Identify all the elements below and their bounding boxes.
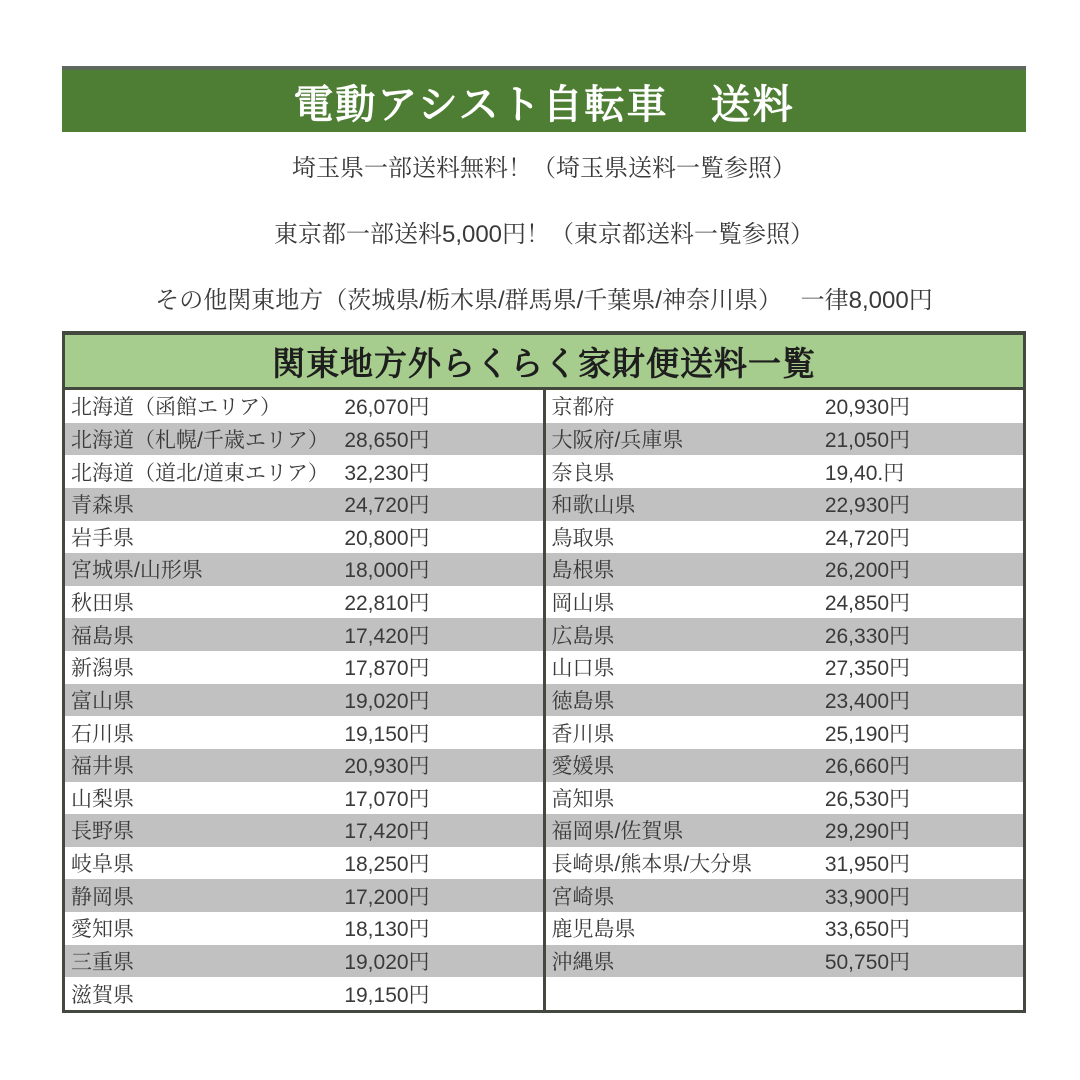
table-row: [546, 423, 1024, 456]
table-row: [546, 618, 1024, 651]
table-row: [546, 749, 1024, 782]
table-row: [65, 749, 543, 782]
prefecture-name: 鹿児島県: [551, 918, 636, 942]
table-row: [65, 814, 543, 847]
table-title: 関東地方外らくらく家財便送料一覧: [272, 344, 816, 382]
table-row: [65, 618, 543, 651]
prefecture-name: 山口県: [551, 657, 615, 681]
table-row: [546, 455, 1024, 488]
shipping-price: 17,870円: [344, 657, 430, 681]
table-row: [65, 684, 543, 717]
prefecture-name: 長野県: [71, 820, 134, 844]
prefecture-name: 愛媛県: [551, 755, 615, 779]
prefecture-name: 和歌山県: [551, 494, 636, 518]
table-row: [65, 488, 543, 521]
notice-tokyo: 東京都一部送料5,000円！（東京都送料一覧参照）: [273, 220, 815, 248]
shipping-price: 20,800円: [344, 526, 430, 550]
prefecture-name: 福井県: [71, 755, 134, 779]
prefecture-name: 青森県: [71, 494, 134, 518]
shipping-price: 17,200円: [344, 885, 430, 909]
table-row: [546, 488, 1024, 521]
prefecture-name: 大阪府/兵庫県: [551, 428, 684, 452]
table-row: [65, 782, 543, 815]
shipping-price: 24,720円: [824, 526, 911, 550]
shipping-price: 33,900円: [824, 885, 911, 909]
shipping-price: 20,930円: [824, 396, 911, 420]
table-title-bar: [65, 335, 1023, 390]
table-row: [546, 977, 1024, 1010]
prefecture-name: 秋田県: [71, 592, 134, 616]
prefecture-name: 北海道（道北/道東エリア）: [71, 461, 329, 485]
prefecture-name: 北海道（札幌/千歳エリア）: [71, 428, 329, 452]
shipping-price: 28,650円: [344, 428, 430, 452]
page-title: 電動アシスト自転車 送料: [293, 82, 795, 127]
table-row: [546, 847, 1024, 880]
shipping-price: 21,050円: [824, 428, 911, 452]
table-body: [65, 390, 1023, 1010]
table-row: [65, 521, 543, 554]
prefecture-name: 鳥取県: [551, 526, 615, 550]
notice-section: [62, 132, 1026, 331]
table-row: [65, 879, 543, 912]
shipping-price: 18,250円: [344, 853, 430, 877]
shipping-price: 17,420円: [344, 820, 430, 844]
shipping-price: 19,020円: [344, 950, 430, 974]
shipping-price: 20,930円: [344, 755, 430, 779]
table-row: [546, 879, 1024, 912]
main-title-bar: [62, 66, 1026, 132]
table-left-column: [65, 390, 543, 1010]
shipping-price: 31,950円: [824, 853, 911, 877]
shipping-price: 19,150円: [344, 983, 430, 1007]
table-row: [546, 716, 1024, 749]
shipping-price: 24,850円: [824, 592, 911, 616]
notice-saitama: 埼玉県一部送料無料！（埼玉県送料一覧参照）: [292, 154, 796, 182]
prefecture-name: 石川県: [71, 722, 134, 746]
table-row: [65, 847, 543, 880]
shipping-price: 22,930円: [824, 494, 911, 518]
prefecture-name: 滋賀県: [71, 983, 134, 1007]
prefecture-name: 新潟県: [71, 657, 134, 681]
prefecture-name: 愛知県: [71, 918, 134, 942]
shipping-price: 29,290円: [824, 820, 911, 844]
table-row: [65, 912, 543, 945]
shipping-price: 19,40.円: [824, 461, 905, 485]
shipping-price: 25,190円: [824, 722, 911, 746]
shipping-price: 18,130円: [344, 918, 430, 942]
prefecture-name: 徳島県: [551, 689, 615, 713]
shipping-price: 26,200円: [824, 559, 911, 583]
prefecture-name: 宮崎県: [551, 885, 615, 909]
shipping-price: 26,530円: [824, 787, 911, 811]
table-row: [546, 390, 1024, 423]
table-row: [65, 553, 543, 586]
prefecture-name: 北海道（函館エリア）: [71, 396, 281, 420]
shipping-price: 27,350円: [824, 657, 911, 681]
shipping-price: 19,020円: [344, 689, 430, 713]
table-row: [546, 814, 1024, 847]
table-row: [546, 782, 1024, 815]
table-row: [65, 586, 543, 619]
table-right-column: [546, 390, 1024, 1010]
table-row: [546, 912, 1024, 945]
shipping-price: 26,330円: [824, 624, 911, 648]
table-row: [65, 423, 543, 456]
shipping-price: 23,400円: [824, 689, 911, 713]
shipping-fee-table: [62, 331, 1026, 1013]
prefecture-name: 福島県: [71, 624, 134, 648]
prefecture-name: 岩手県: [71, 526, 134, 550]
prefecture-name: 富山県: [71, 689, 134, 713]
prefecture-name: 沖縄県: [551, 950, 615, 974]
prefecture-name: 島根県: [551, 559, 615, 583]
table-row: [65, 977, 543, 1010]
table-row: [546, 684, 1024, 717]
shipping-price: 18,000円: [344, 559, 430, 583]
prefecture-name: 高知県: [551, 787, 615, 811]
prefecture-name: 京都府: [551, 396, 615, 420]
table-row: [65, 390, 543, 423]
shipping-price: 33,650円: [824, 918, 911, 942]
prefecture-name: 奈良県: [551, 461, 615, 485]
prefecture-name: 岡山県: [551, 592, 615, 616]
prefecture-name: 香川県: [551, 722, 615, 746]
shipping-price: 26,070円: [344, 396, 430, 420]
shipping-price: 32,230円: [344, 461, 430, 485]
table-row: [546, 651, 1024, 684]
content-area: [62, 66, 1026, 1013]
prefecture-name: 長崎県/熊本県/大分県: [551, 853, 753, 877]
shipping-price: 22,810円: [344, 592, 430, 616]
shipping-price: 17,070円: [344, 787, 430, 811]
table-row: [546, 945, 1024, 978]
table-row: [546, 586, 1024, 619]
table-row: [65, 716, 543, 749]
prefecture-name: 山梨県: [71, 787, 134, 811]
notice-other-kanto: その他関東地方（茨城県/栃木県/群馬県/千葉県/神奈川県） 一律8,000円: [155, 287, 933, 315]
prefecture-name: 岐阜県: [71, 853, 134, 877]
table-row: [65, 945, 543, 978]
shipping-price: 26,660円: [824, 755, 911, 779]
prefecture-name: 静岡県: [71, 885, 134, 909]
table-row: [65, 455, 543, 488]
shipping-price: 19,150円: [344, 722, 430, 746]
table-row: [65, 651, 543, 684]
prefecture-name: 三重県: [71, 950, 134, 974]
prefecture-name: 広島県: [551, 624, 615, 648]
prefecture-name: 宮城県/山形県: [71, 559, 203, 583]
prefecture-name: 福岡県/佐賀県: [551, 820, 684, 844]
shipping-price: 17,420円: [344, 624, 430, 648]
shipping-price: 50,750円: [824, 950, 911, 974]
shipping-price: 24,720円: [344, 494, 430, 518]
table-row: [546, 553, 1024, 586]
table-row: [546, 521, 1024, 554]
